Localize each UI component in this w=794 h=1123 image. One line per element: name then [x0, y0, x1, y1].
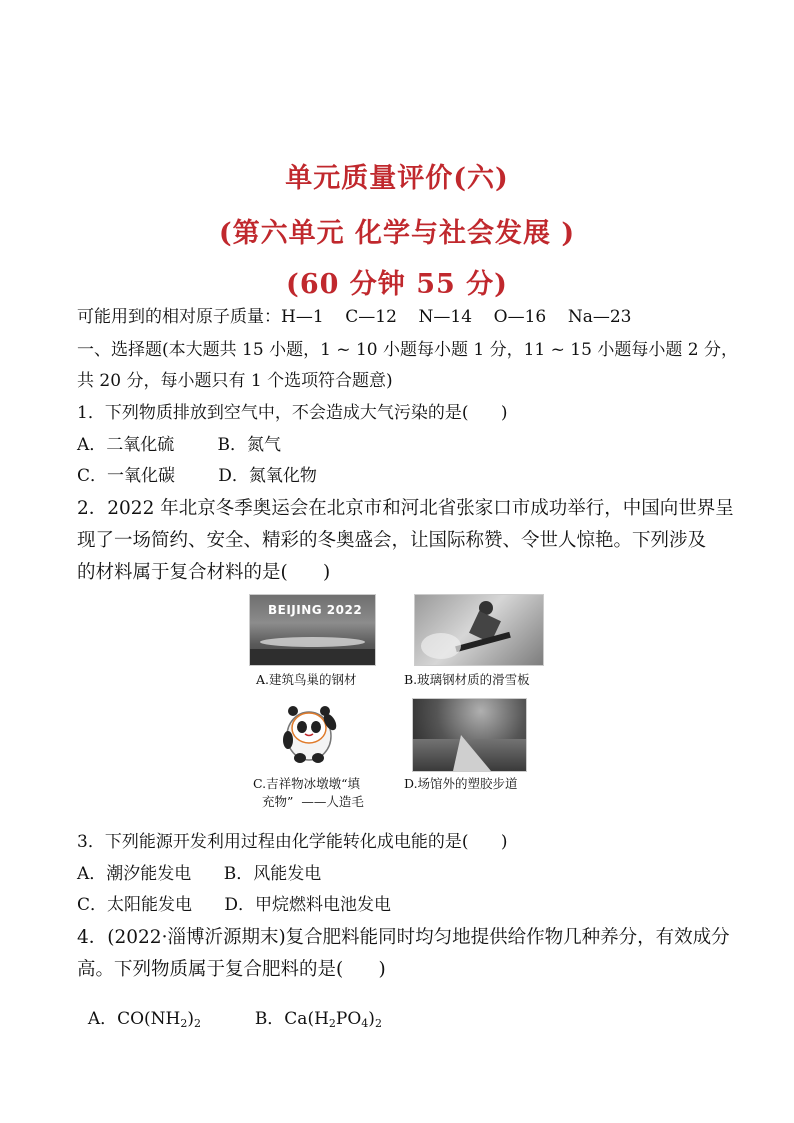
caption-d: D.场馆外的塑胶步道 [404, 776, 518, 791]
q1-options-cd: C．一氧化碳 D．氮氧化物 [77, 466, 317, 486]
q4-option-b-sub1: 2 [328, 1017, 336, 1030]
page-subtitle: (第六单元 化学与社会发展 ) [218, 218, 576, 249]
time-score: (60 分钟 55 分) [286, 269, 508, 300]
q4-line1: 4．(2022·淄博沂源期末)复合肥料能同时均匀地提供给作物几种养分，有效成分 [77, 927, 730, 948]
q4-option-b-sub3: 2 [374, 1017, 382, 1030]
q3-stem: 3．下列能源开发利用过程由化学能转化成电能的是( ) [77, 832, 508, 852]
q4-option-b-close: ) [368, 1009, 375, 1029]
q4-option-a-sub1: 2 [180, 1017, 188, 1030]
page-title: 单元质量评价(六) [285, 163, 509, 194]
caption-a: A.建筑鸟巢的钢材 [256, 672, 357, 687]
q1-stem: 1．下列物质排放到空气中，不会造成大气污染的是( ) [77, 403, 508, 423]
q4-option-b-mid: PO [335, 1009, 362, 1029]
q1-options-ab: A．二氧化硫 B．氮气 [77, 435, 281, 455]
atomic-mass-line: 可能用到的相对原子质量：H—1 C—12 N—14 O—16 Na—23 [77, 307, 632, 327]
q3-options-cd: C．太阳能发电 D．甲烷燃料电池发电 [77, 895, 392, 915]
q4-option-a [77, 994, 201, 1028]
photo-bird-nest-steel [249, 594, 376, 666]
q4-option-b-text: B．Ca(H [254, 1009, 329, 1029]
q2-line2: 现了一场简约、安全、精彩的冬奥盛会，让国际称赞、令世人惊艳。下列涉及 [77, 530, 707, 551]
q4-option-a-close: ) [187, 1009, 195, 1029]
section1-line2: 共 20 分，每小题只有 1 个选项符合题意) [77, 371, 393, 391]
photo-plastic-trail [412, 698, 527, 772]
q4-line2: 高。下列物质属于复合肥料的是( ) [77, 959, 386, 980]
q3-options-ab: A．潮汐能发电 B．风能发电 [77, 864, 322, 884]
q4-option-a-sub2: 2 [194, 1017, 202, 1030]
caption-c-line2: 充物” ——人造毛 [262, 794, 364, 809]
caption-b: B.玻璃钢材质的滑雪板 [404, 672, 530, 687]
photo-snowboard [414, 594, 544, 666]
mascot-bing-dwen-dwen [278, 700, 340, 764]
q4-option-b-sub2: 4 [361, 1017, 369, 1030]
q2-line1: 2．2022 年北京冬季奥运会在北京市和河北省张家口市成功举行，中国向世界呈 [77, 498, 734, 519]
q2-line3: 的材料属于复合材料的是( ) [77, 562, 331, 583]
q4-option-b [244, 994, 382, 1028]
section1-line1: 一、选择题(本大题共 15 小题，1 ~ 10 小题每小题 1 分，11 ~ 15 小题每小题 2 分， [77, 340, 738, 360]
beijing-2022-banner: BEIJING 2022 [268, 603, 363, 617]
caption-c-line1: C.吉祥物冰墩墩“填 [253, 776, 360, 791]
q4-option-a-text: A．CO(NH [87, 1009, 181, 1029]
